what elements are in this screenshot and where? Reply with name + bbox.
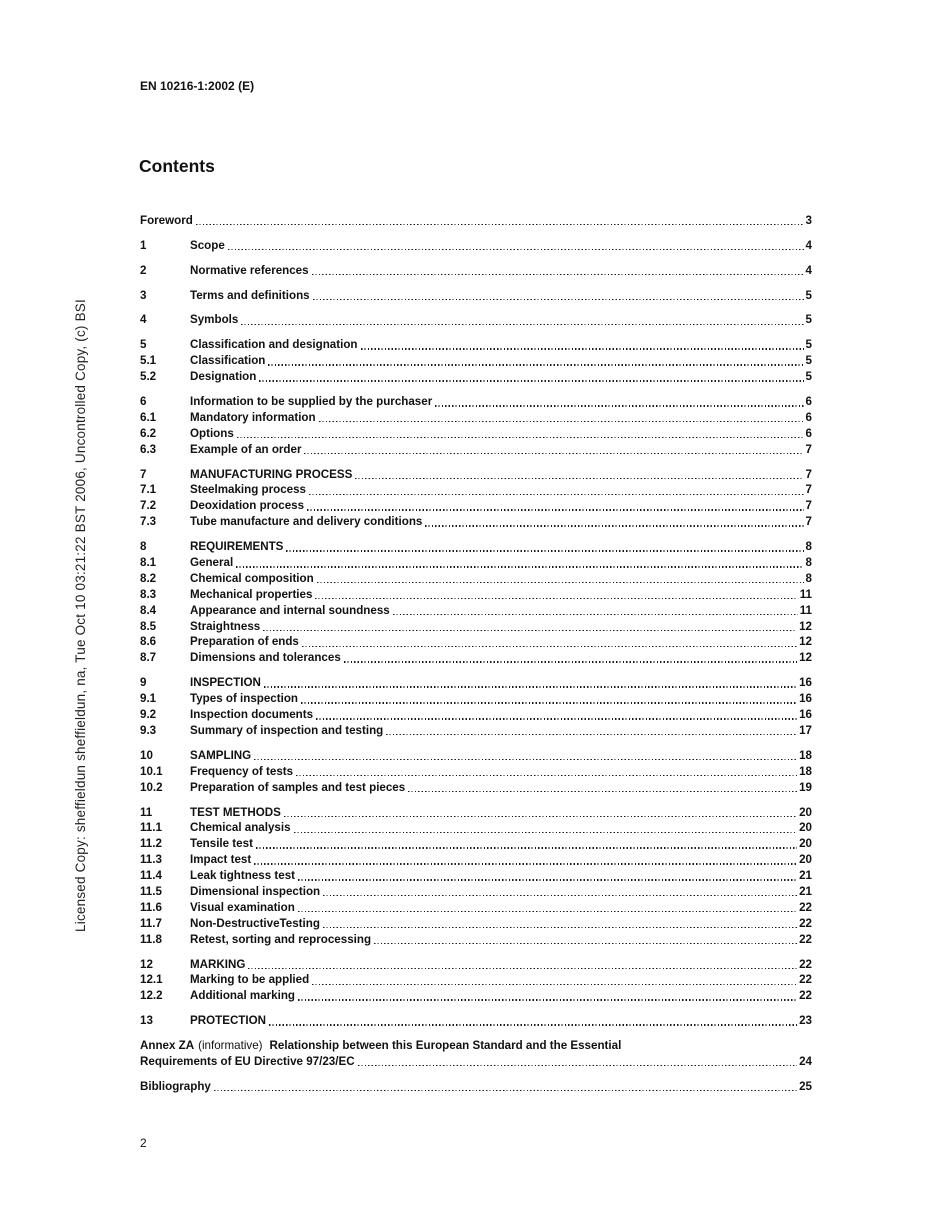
toc-entry <box>140 883 812 899</box>
dot-leader <box>298 999 797 1000</box>
dot-leader <box>256 847 797 848</box>
toc-entry-title: Non-DestructiveTesting <box>190 916 320 930</box>
dot-leader <box>301 702 797 703</box>
toc-entry-number: 7.2 <box>140 499 157 513</box>
toc-entry-page: 7 <box>805 499 812 513</box>
dot-leader <box>254 863 797 864</box>
dot-leader <box>361 348 804 349</box>
toc-entry-title: Tensile test <box>190 837 253 851</box>
dot-leader <box>323 895 797 896</box>
toc-entry-number: 9.3 <box>140 723 157 737</box>
dot-leader <box>214 1090 797 1091</box>
toc-entry-page: 20 <box>799 805 812 819</box>
toc-entry-number: 8.3 <box>140 587 157 601</box>
toc-entry-number: 12.1 <box>140 973 163 987</box>
toc-entry-page: 23 <box>799 1014 812 1028</box>
toc-entry <box>140 425 812 441</box>
dot-leader <box>344 661 797 662</box>
dot-leader <box>286 550 803 551</box>
toc-entry-title: Mandatory information <box>190 410 316 424</box>
toc-entry-number: 5 <box>140 338 147 352</box>
toc-entry <box>140 899 812 915</box>
dot-leader <box>228 249 804 250</box>
toc-entry-title: Straightness <box>190 619 261 633</box>
toc-entry-number: 11.5 <box>140 884 162 898</box>
toc-entry-page: 20 <box>799 853 812 867</box>
toc-entry-page: 5 <box>805 288 812 302</box>
toc-entry-number: 9.1 <box>140 692 157 706</box>
toc-entry-number: 10.2 <box>140 780 163 794</box>
toc-entry-page: 7 <box>805 467 812 481</box>
toc-list <box>140 212 812 1028</box>
toc-entry <box>140 602 812 618</box>
toc-entry <box>140 586 812 602</box>
toc-entry <box>140 804 812 820</box>
toc-entry-number: 11.8 <box>140 932 162 946</box>
toc-entry-title: Summary of inspection and testing <box>190 723 384 737</box>
toc-entry-page: 22 <box>799 973 812 987</box>
toc-entry-title: Example of an order <box>190 442 302 456</box>
toc-entry-page: 5 <box>805 354 812 368</box>
dot-leader <box>284 816 797 817</box>
dot-leader <box>304 453 803 454</box>
toc-entry <box>140 441 812 457</box>
toc-entry <box>140 287 812 303</box>
toc-entry-number: 8.2 <box>140 571 157 585</box>
dot-leader <box>296 775 797 776</box>
toc-entry-title: Retest, sorting and reprocessing <box>190 932 372 946</box>
toc-entry-number: 10 <box>140 748 153 762</box>
dot-leader <box>248 968 797 969</box>
toc-entry-page: 4 <box>805 238 812 252</box>
toc-entry <box>140 931 812 947</box>
dot-leader <box>315 598 797 599</box>
toc-entry-number: 6 <box>140 395 147 409</box>
toc-entry <box>140 497 812 513</box>
toc-entry-title: Chemical analysis <box>190 821 291 835</box>
toc-entry-title: Terms and definitions <box>190 288 310 302</box>
toc-entry-title: PROTECTION <box>190 1014 267 1028</box>
toc-entry-page: 6 <box>805 395 812 409</box>
license-text: Licensed Copy: sheffieldun sheffieldun, na, Tue Oct 10 03:21:22 BST 2006, Uncontrolled Copy, (c) BSI <box>72 298 88 932</box>
toc-entry-title: TEST METHODS <box>190 805 281 819</box>
toc-entry <box>140 835 812 851</box>
toc-entry-page: 5 <box>805 338 812 352</box>
toc-entry-number: 2 <box>140 263 147 277</box>
toc-entry-title: MANUFACTURING PROCESS <box>190 467 353 481</box>
toc-entry-title: Bibliography <box>140 1079 211 1093</box>
dot-leader <box>312 274 804 275</box>
toc-entry-title: Information to be supplied by the purchaser <box>190 395 433 409</box>
dot-leader <box>294 832 798 833</box>
dot-leader <box>259 380 803 381</box>
toc-entry-number: 7.3 <box>140 515 157 529</box>
toc-entry <box>140 747 812 763</box>
toc-entry-number: 8.5 <box>140 619 157 633</box>
toc-entry-title: Symbols <box>190 313 239 327</box>
toc-entry-page: 6 <box>805 410 812 424</box>
toc-entry-page: 22 <box>799 916 812 930</box>
annex-title-line1: Relationship between this European Standard and the Essential <box>269 1039 622 1053</box>
toc-entry <box>140 368 812 384</box>
toc-entry-title: Tube manufacture and delivery conditions <box>190 515 423 529</box>
annex-line-1 <box>140 1037 812 1053</box>
annex-title-line2: Requirements of EU Directive 97/23/EC <box>140 1054 355 1068</box>
toc-entry-number: 11 <box>140 805 153 819</box>
toc-entry <box>140 312 812 328</box>
toc-entry-number: 4 <box>140 313 147 327</box>
dot-leader <box>237 437 804 438</box>
toc-entry-title: Types of inspection <box>190 692 299 706</box>
dot-leader <box>435 405 803 406</box>
toc-entry-number: 13 <box>140 1014 153 1028</box>
dot-leader <box>425 525 803 526</box>
dot-leader <box>386 734 797 735</box>
dot-leader <box>355 478 803 479</box>
toc-entry-page: 21 <box>799 869 812 883</box>
toc-entry <box>140 618 812 634</box>
toc-entry-title: MARKING <box>190 957 246 971</box>
toc-entry-title: SAMPLING <box>190 748 252 762</box>
toc-content <box>140 212 812 1094</box>
toc-entry-title: Steelmaking process <box>190 483 306 497</box>
toc-entry <box>140 690 812 706</box>
toc-entry-number: 6.3 <box>140 442 157 456</box>
toc-entry-page: 20 <box>799 837 812 851</box>
dot-leader <box>268 364 803 365</box>
toc-entry-page: 16 <box>799 676 812 690</box>
dot-leader <box>408 791 797 792</box>
toc-entry <box>140 262 812 278</box>
annex-qualifier: (informative) <box>198 1039 263 1053</box>
toc-entry <box>140 706 812 722</box>
toc-entry-page: 8 <box>805 556 812 570</box>
toc-entry-page: 12 <box>799 619 812 633</box>
toc-entry-title: INSPECTION <box>190 676 261 690</box>
toc-entry-number: 11.4 <box>140 869 162 883</box>
license-sidebar <box>44 0 116 1230</box>
toc-entry <box>140 212 812 228</box>
toc-entry-number: 5.1 <box>140 354 157 368</box>
contents-title: Contents <box>139 156 215 176</box>
toc-entry-page: 17 <box>799 723 812 737</box>
toc-entry-title: Designation <box>190 370 257 384</box>
dot-leader <box>298 911 797 912</box>
toc-entry-number: 9 <box>140 676 147 690</box>
toc-entry-page: 25 <box>799 1079 812 1093</box>
dot-leader <box>196 224 804 225</box>
toc-entry-title: Leak tightness test <box>190 869 296 883</box>
toc-entry-page: 22 <box>799 957 812 971</box>
toc-entry-number: 8.4 <box>140 603 157 617</box>
toc-entry-title: REQUIREMENTS <box>190 540 284 554</box>
toc-entry-title: Dimensions and tolerances <box>190 651 341 665</box>
toc-entry-number: 12.2 <box>140 989 163 1003</box>
dot-leader <box>254 759 797 760</box>
toc-entry-title: Frequency of tests <box>190 764 294 778</box>
dot-leader <box>358 1065 798 1066</box>
toc-entry-title: Normative references <box>190 263 309 277</box>
dot-leader <box>319 421 804 422</box>
toc-entry <box>140 393 812 409</box>
toc-entry <box>140 409 812 425</box>
toc-entry-number: 12 <box>140 957 153 971</box>
toc-entry-page: 7 <box>805 442 812 456</box>
toc-entry-title: Foreword <box>140 213 193 227</box>
toc-entry-page: 20 <box>799 821 812 835</box>
toc-entry-title: Inspection documents <box>190 708 314 722</box>
dot-leader <box>298 879 797 880</box>
dot-leader <box>316 718 797 719</box>
toc-entry-page: 12 <box>799 651 812 665</box>
annex-prefix: Annex ZA <box>140 1039 195 1053</box>
toc-entry <box>140 466 812 482</box>
toc-entry-page: 22 <box>799 932 812 946</box>
toc-entry <box>140 674 812 690</box>
toc-entry <box>140 956 812 972</box>
toc-entry-number: 11.6 <box>140 900 162 914</box>
toc-entry-page: 3 <box>805 213 812 227</box>
toc-entry <box>140 352 812 368</box>
toc-entry-number: 11.7 <box>140 916 162 930</box>
toc-entry-number: 11.3 <box>140 853 162 867</box>
toc-entry-title: Deoxidation process <box>190 499 305 513</box>
toc-entry-title: Appearance and internal soundness <box>190 603 390 617</box>
toc-entry <box>140 722 812 738</box>
toc-entry-title: Chemical composition <box>190 571 314 585</box>
toc-entry-number: 7 <box>140 467 147 481</box>
toc-entry-page: 5 <box>805 370 812 384</box>
toc-entry <box>140 820 812 836</box>
toc-entry-title: Impact test <box>190 853 252 867</box>
dot-leader <box>241 324 803 325</box>
toc-entry-title: General <box>190 556 234 570</box>
toc-entry-title: Options <box>190 426 234 440</box>
dot-leader <box>312 984 797 985</box>
toc-entry-number: 11.1 <box>140 821 162 835</box>
toc-entry-title: Marking to be applied <box>190 973 310 987</box>
toc-entry-page: 12 <box>799 635 812 649</box>
toc-entry <box>140 570 812 586</box>
toc-entry-number: 3 <box>140 288 147 302</box>
toc-entry <box>140 779 812 795</box>
toc-entry <box>140 851 812 867</box>
toc-entry-page: 22 <box>799 989 812 1003</box>
toc-entry-title: Visual examination <box>190 900 295 914</box>
dot-leader <box>393 614 798 615</box>
toc-entry-page: 7 <box>805 515 812 529</box>
toc-entry-title: Additional marking <box>190 989 295 1003</box>
toc-entry <box>140 237 812 253</box>
toc-entry <box>140 538 812 554</box>
toc-entry-number: 10.1 <box>140 764 163 778</box>
toc-entry-page: 22 <box>799 900 812 914</box>
dot-leader <box>323 927 797 928</box>
toc-entry-page: 18 <box>799 748 812 762</box>
dot-leader <box>313 299 804 300</box>
toc-entry <box>140 482 812 498</box>
toc-annex-entry <box>140 1037 812 1069</box>
dot-leader <box>264 686 797 687</box>
page-number: 2 <box>140 1136 147 1150</box>
toc-entry-page: 8 <box>805 571 812 585</box>
toc-entry-page: 16 <box>799 708 812 722</box>
dot-leader <box>302 646 797 647</box>
toc-entry-title: Dimensional inspection <box>190 884 321 898</box>
toc-entry-number: 8.1 <box>140 556 157 570</box>
toc-entry-number: 8 <box>140 540 147 554</box>
toc-entry <box>140 1012 812 1028</box>
toc-entry-title: Preparation of ends <box>190 635 299 649</box>
toc-entry-title: Preparation of samples and test pieces <box>190 780 406 794</box>
dot-leader <box>309 494 804 495</box>
toc-entry-page: 5 <box>805 313 812 327</box>
dot-leader <box>307 509 804 510</box>
annex-line-2 <box>140 1053 812 1069</box>
toc-entry-page: 8 <box>805 540 812 554</box>
toc-entry <box>140 987 812 1003</box>
toc-entry-title: Mechanical properties <box>190 587 313 601</box>
toc-entry-number: 1 <box>140 238 147 252</box>
toc-entry-page: 21 <box>799 884 812 898</box>
toc-entry <box>140 649 812 665</box>
dot-leader <box>317 582 804 583</box>
toc-entry-title: Scope <box>190 238 225 252</box>
toc-entry-page: 18 <box>799 764 812 778</box>
toc-entry-number: 9.2 <box>140 708 157 722</box>
toc-entry <box>140 867 812 883</box>
toc-entry-number: 6.2 <box>140 426 157 440</box>
toc-entry-number: 8.7 <box>140 651 157 665</box>
toc-entry-number: 6.1 <box>140 410 157 424</box>
dot-leader <box>236 566 803 567</box>
toc-entry-number: 8.6 <box>140 635 157 649</box>
toc-entry-page: 7 <box>805 483 812 497</box>
toc-bibliography-entry <box>140 1078 812 1094</box>
toc-entry <box>140 634 812 650</box>
dot-leader <box>263 630 797 631</box>
dot-leader <box>269 1024 797 1025</box>
toc-entry-page: 16 <box>799 692 812 706</box>
toc-entry-page: 24 <box>799 1054 812 1068</box>
dot-leader <box>374 943 797 944</box>
toc-entry <box>140 763 812 779</box>
toc-entry-page: 11 <box>799 587 812 601</box>
toc-entry <box>140 336 812 352</box>
toc-entry-number: 5.2 <box>140 370 157 384</box>
toc-entry-number: 11.2 <box>140 837 162 851</box>
document-header: EN 10216-1:2002 (E) <box>140 79 255 93</box>
toc-entry <box>140 915 812 931</box>
toc-entry-page: 19 <box>799 780 812 794</box>
toc-entry <box>140 513 812 529</box>
toc-entry-page: 6 <box>805 426 812 440</box>
toc-entry-page: 4 <box>805 263 812 277</box>
toc-entry-page: 11 <box>799 603 812 617</box>
toc-entry <box>140 972 812 988</box>
toc-entry-number: 7.1 <box>140 483 157 497</box>
toc-entry-title: Classification <box>190 354 266 368</box>
toc-entry-title: Classification and designation <box>190 338 358 352</box>
toc-entry <box>140 554 812 570</box>
